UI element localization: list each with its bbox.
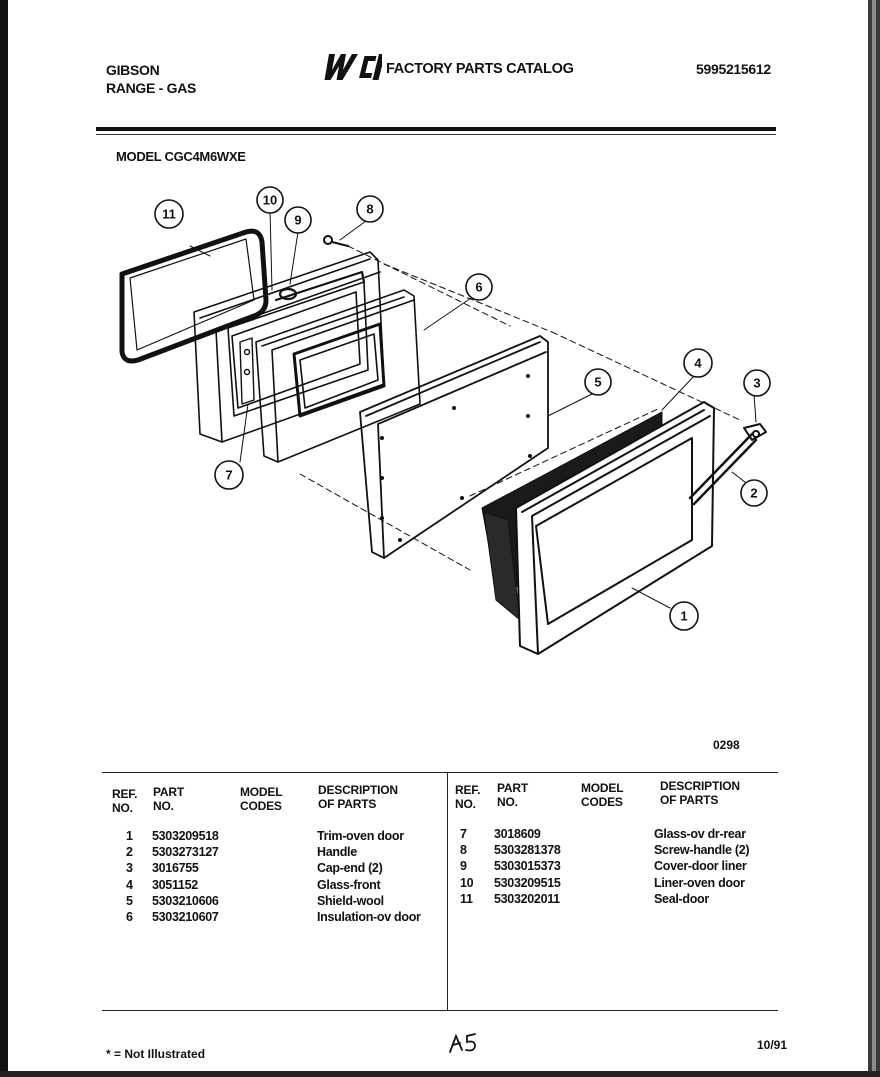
ref-no: 5 [126, 893, 133, 908]
scan-border-bottom [0, 1071, 880, 1077]
part-description: Seal-door [654, 891, 709, 906]
ref-no: 2 [126, 845, 133, 860]
callout-label-9: 9 [294, 212, 302, 228]
parts-list-right [460, 826, 794, 907]
part-description: Liner-oven door [654, 875, 745, 890]
ref-no: 7 [460, 827, 467, 841]
part-liner-oven-door [194, 252, 384, 442]
part-no: 5303281378 [494, 843, 561, 858]
part-no: 5303209518 [152, 829, 219, 843]
ref-no: 11 [460, 891, 473, 906]
table-row [460, 875, 794, 891]
part-description: Cap-end (2) [317, 861, 383, 876]
table-row [126, 828, 457, 844]
table-row [126, 893, 457, 909]
ref-no: 6 [126, 910, 133, 925]
ref-no: 8 [460, 843, 467, 858]
part-screw-handle [324, 236, 348, 246]
part-description: Shield-wool [317, 893, 384, 908]
callout-label-8: 8 [366, 201, 374, 217]
ref-no: 3 [126, 861, 133, 876]
header-part-left: PART NO. [153, 785, 184, 813]
part-description: Insulation-ov door [317, 910, 421, 925]
table-row [126, 877, 457, 893]
part-description: Glass-front [317, 877, 381, 892]
table-row [460, 842, 794, 858]
brand-name: GIBSON [106, 62, 160, 78]
part-seal-door-inner [130, 239, 254, 350]
table-row [460, 891, 794, 907]
callout-label-6: 6 [475, 279, 483, 295]
header-ref-right: REF. NO. [455, 783, 481, 811]
header-part-right: PART NO. [497, 781, 528, 809]
part-description: Screw-handle (2) [654, 843, 750, 858]
header-desc-left: DESCRIPTION OF PARTS [318, 783, 398, 811]
part-no: 5303210607 [152, 910, 219, 925]
document-number: 5995215612 [696, 61, 771, 77]
table-row [460, 858, 794, 874]
ref-no: 4 [126, 877, 133, 892]
part-no: 3016755 [152, 861, 199, 876]
part-trim-oven-door [256, 290, 420, 462]
callout-label-10: 10 [262, 192, 278, 208]
callout-label-5: 5 [594, 374, 602, 390]
table-top-rule [102, 772, 778, 773]
figure-code: 0298 [713, 738, 740, 752]
header-model-right: MODEL CODES [581, 781, 624, 809]
model-number: MODEL CGC4M6WXE [116, 149, 246, 164]
not-illustrated-note: * = Not Illustrated [106, 1047, 206, 1061]
callout-label-7: 7 [225, 467, 233, 483]
part-seal-door [122, 231, 266, 361]
header-model-left: MODEL CODES [240, 785, 283, 813]
callout-label-1: 1 [680, 608, 688, 624]
table-row [126, 844, 457, 860]
ref-no: 1 [126, 829, 133, 843]
callout-label-11: 11 [162, 206, 176, 222]
table-bottom-rule [102, 1010, 778, 1011]
callout-label-4: 4 [694, 355, 702, 371]
table-row [460, 826, 794, 842]
parts-list-left [126, 828, 457, 925]
revision-date: 10/91 [757, 1038, 788, 1052]
part-no: 5303015373 [494, 859, 561, 874]
product-line: RANGE - GAS [106, 80, 197, 96]
catalog-title: FACTORY PARTS CATALOG [386, 61, 574, 77]
part-no: 5303210606 [152, 893, 219, 908]
part-no: 3051152 [152, 877, 198, 892]
part-description: Glass-ov dr-rear [654, 827, 746, 841]
ref-no: 10 [460, 875, 474, 890]
callout-label-2: 2 [750, 485, 758, 501]
header-ref-left: REF. NO. [112, 787, 138, 815]
part-no: 5303202011 [494, 891, 560, 906]
handwritten-mark [447, 1030, 481, 1056]
ref-no: 9 [460, 859, 467, 874]
part-no: 3018609 [494, 827, 541, 841]
table-row [126, 909, 457, 925]
header-desc-right: DESCRIPTION OF PARTS [660, 779, 740, 807]
table-row [126, 860, 457, 876]
part-description: Handle [317, 845, 357, 860]
part-description: Trim-oven door [317, 829, 404, 843]
part-glass-ov-dr-rear [240, 338, 254, 404]
part-no: 5303209515 [494, 875, 561, 890]
callout-label-3: 3 [753, 375, 761, 391]
part-description: Cover-door liner [654, 859, 747, 874]
part-no: 5303273127 [152, 845, 219, 860]
